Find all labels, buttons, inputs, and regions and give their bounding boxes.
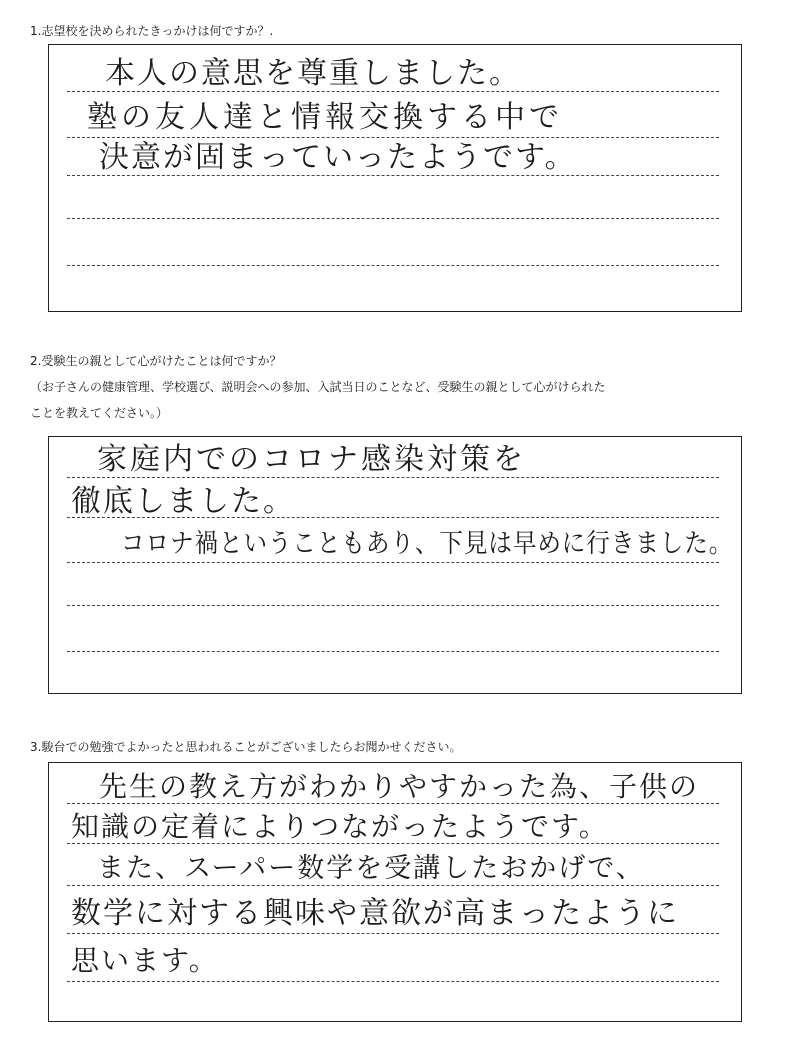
answer-line <box>67 605 719 606</box>
answer-box-2 <box>48 436 742 694</box>
answer-line <box>67 981 719 982</box>
answer-box-3 <box>48 762 742 1022</box>
handwritten-answer-line: 塾の友人達と情報交換する中で <box>87 100 563 135</box>
answer-line <box>67 218 719 219</box>
answer-box-1 <box>48 44 742 312</box>
answer-line <box>67 933 719 934</box>
handwritten-answer-line: 決意が固まっていったようです。 <box>99 140 577 175</box>
answer-line <box>67 651 719 652</box>
answer-line <box>67 803 719 804</box>
question-2-note: ことを教えてください。） <box>30 406 169 420</box>
handwritten-answer-line: 本人の意思を尊重しました。 <box>105 56 521 91</box>
answer-line <box>67 137 719 138</box>
question-1-label: 1.志望校を決められたきっかけは何ですか？. <box>30 24 274 38</box>
handwritten-answer-line: 先生の教え方がわかりやすかった為、子供の <box>99 770 700 803</box>
question-3-label: 3.駿台での勉強でよかったと思われることがございましたらお聞かせください。 <box>30 740 462 754</box>
answer-line <box>67 91 719 92</box>
handwritten-answer-line: また、スーパー数学を受講したおかげで、 <box>97 853 645 884</box>
answer-line <box>67 562 719 563</box>
answer-line <box>67 843 719 844</box>
handwritten-answer-line: 思います。 <box>71 944 219 977</box>
handwritten-answer-line: 家庭内でのコロナ感染対策を <box>97 442 526 477</box>
question-2-label: 2.受験生の親として心がけたことは何ですか？ <box>30 354 282 368</box>
answer-line <box>67 885 719 886</box>
handwritten-answer-line: 徹底しました。 <box>71 484 295 519</box>
handwritten-answer-line: 数学に対する興味や意欲が高まったように <box>71 896 679 931</box>
handwritten-answer-line: 知識の定着によりつながったようです。 <box>71 810 609 843</box>
answer-line <box>67 175 719 176</box>
answer-line <box>67 477 719 478</box>
handwritten-answer-line: コロナ禍ということもあり、下見は早めに行きました。 <box>121 529 734 559</box>
question-2-note: （お子さんの健康管理、学校選び、説明会への参加、入試当日のことなど、受験生の親として心がけられた <box>30 380 606 394</box>
answer-line <box>67 265 719 266</box>
